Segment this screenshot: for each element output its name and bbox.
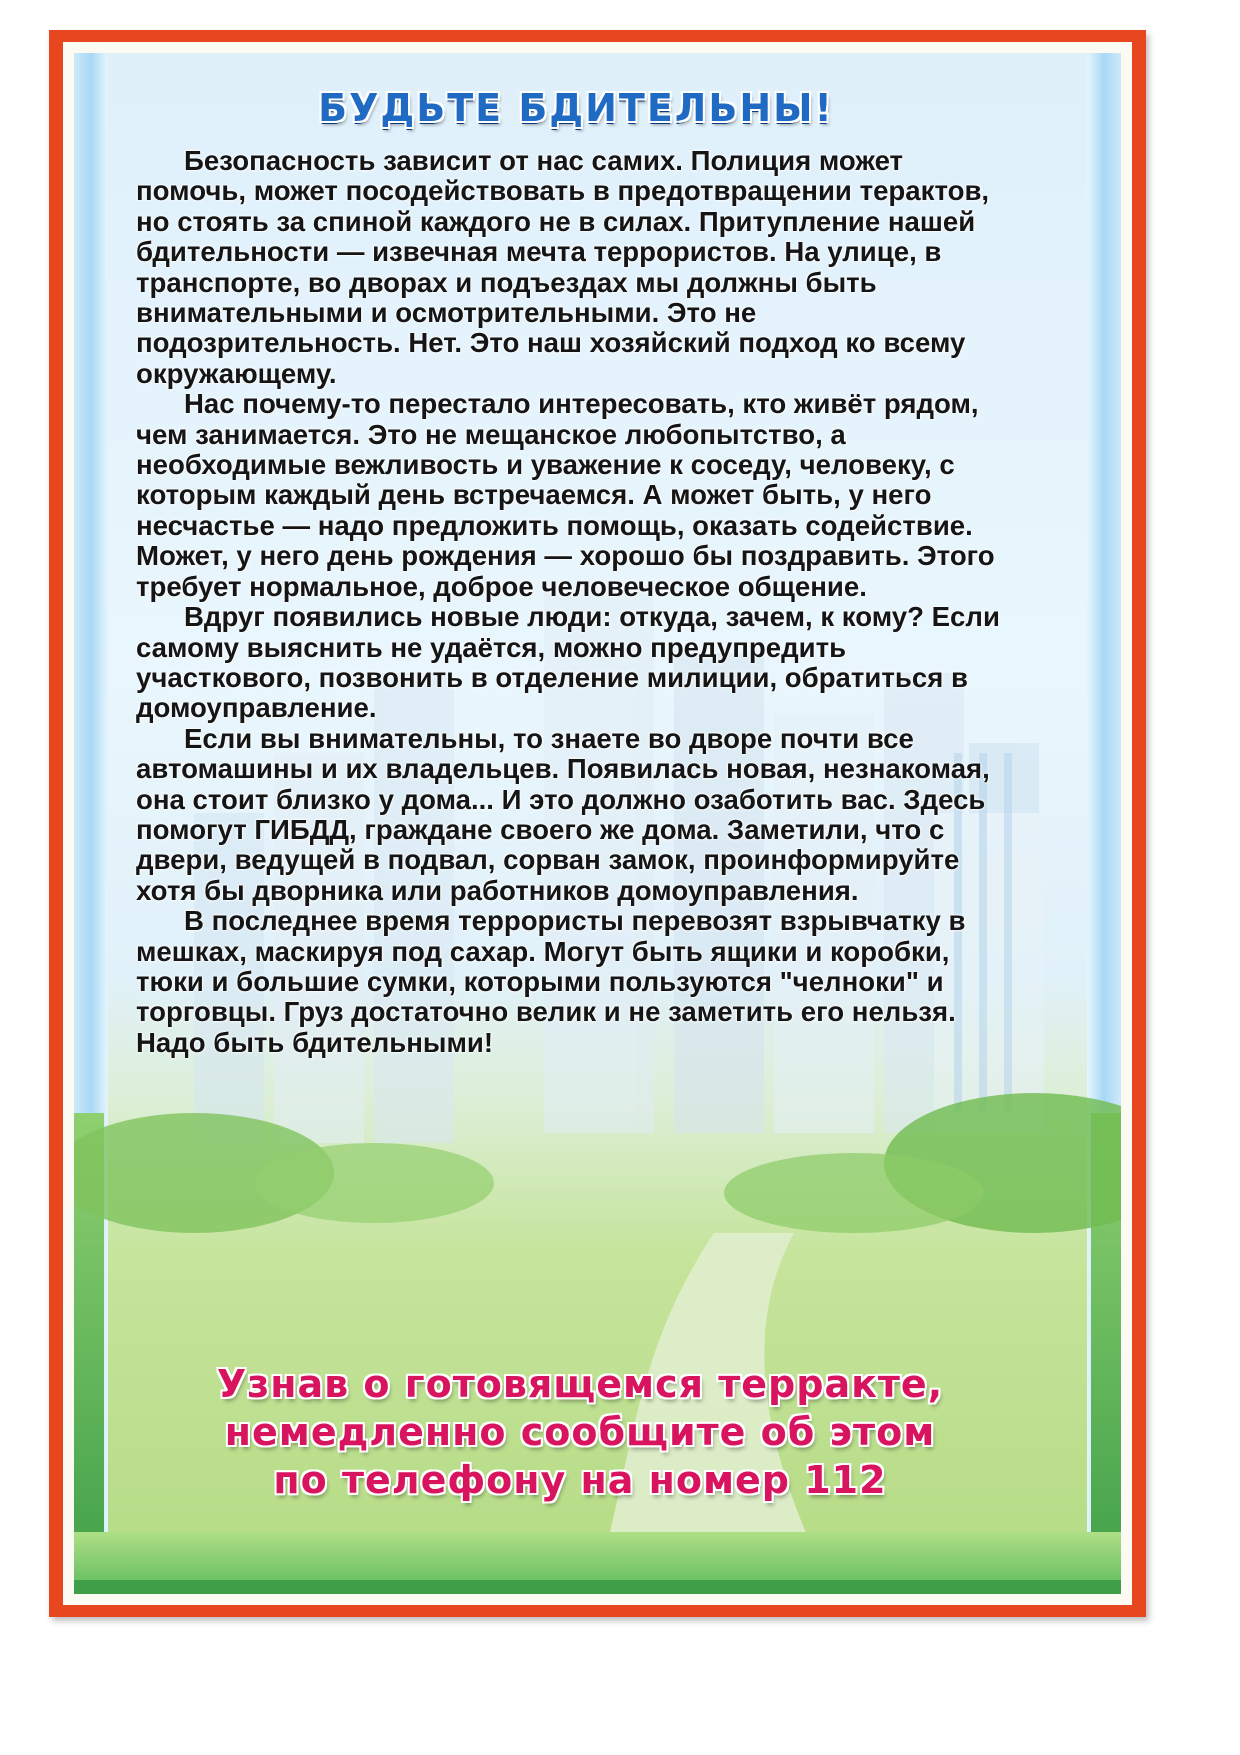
poster-title: БУДЬТЕ БДИТЕЛЬНЫ! <box>318 86 834 130</box>
warning-line-1: Узнав о готовящемся терракте, <box>216 1362 944 1406</box>
paragraph-5: В последнее время террористы перевозят взрывчатку в мешках, маскируя под сахар. Могут быть ящики и коробки, тюки и большие сумки, которыми пользуются "челноки" и торговцы. Груз достаточно велик и не заметить его нельзя. Надо быть бдительными! <box>136 905 966 1058</box>
warning-line-2: немедленно сообщите об этом <box>224 1410 936 1454</box>
paragraph-1: Безопасность зависит от нас самих. Полиция может помочь, может посодействовать в предотвращении терактов, но стоять за спиной каждого не в силах. Притупление нашей бдительности — извечная мечта террористов. На улице, в транспорте, во дворах и подъездах мы должны быть внимательными и осмотрительными. Это не подозрительность. Нет. Это наш хозяйский подход ко всему окружающему. <box>136 145 990 389</box>
bottom-grass-edge <box>74 1580 1121 1594</box>
paragraph-3: Вдруг появились новые люди: откуда, зачем, к кому? Если самому выяснить не удаётся, можно предупредить участкового, позвонить в отделение милиции, обратиться в домоуправление. <box>136 601 1000 724</box>
paragraph-2: Нас почему-то перестало интересовать, кто живёт рядом, чем занимается. Это не мещанское любопытство, а необходимые вежливость и уважение к соседу, человеку, с которым каждый день встречаемся. А может быть, у него несчастье — надо предложить помощь, оказать содействие. Может, у него день рождения — хорошо бы поздравить. Этого требует нормальное, доброе человеческое общение. <box>136 388 995 602</box>
poster-content <box>136 86 1016 1058</box>
emergency-call-notice <box>130 1360 1030 1504</box>
paragraph-4: Если вы внимательны, то знаете во дворе почти все автомашины и их владельцев. Появилась новая, незнакомая, она стоит близко у дома... И это должно озаботить вас. Здесь помогут ГИБДД, граждане своего же дома. Заметили, что с двери, ведущей в подвал, сорван замок, проинформируйте хотя бы дворника или работников домоуправления. <box>136 722 990 906</box>
warning-line-3: по телефону на номер 112 <box>273 1458 887 1502</box>
